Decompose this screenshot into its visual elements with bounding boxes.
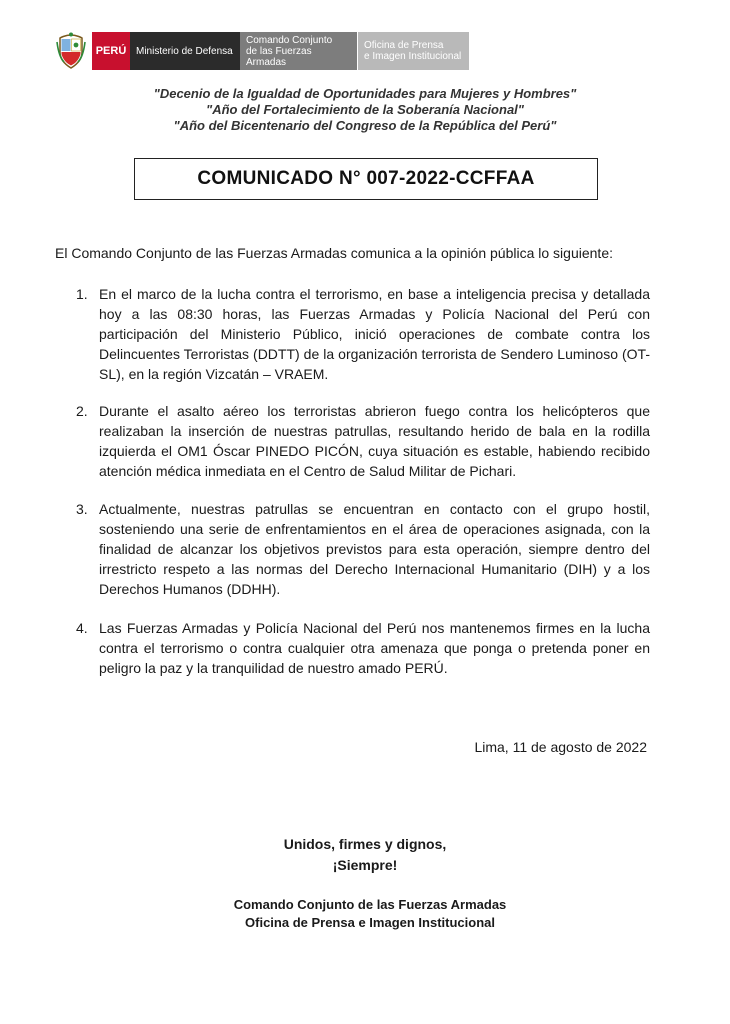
item-number: 4. <box>76 620 88 636</box>
office-label: Oficina de Prensa e Imagen Institucional <box>357 32 469 70</box>
motto-line: "Año del Bicentenario del Congreso de la República del Perú" <box>173 118 557 133</box>
signature-line: Comando Conjunto de las Fuerzas Armadas <box>233 897 507 912</box>
intro-paragraph: El Comando Conjunto de las Fuerzas Armadas comunica a la opinión pública lo siguiente: <box>55 245 613 261</box>
date-line: Lima, 11 de agosto de 2022 <box>474 739 647 755</box>
item-number: 1. <box>76 286 88 302</box>
item-text: Las Fuerzas Armadas y Policía Nacional del Perú nos mantenemos firmes en la lucha contra el terrorismo o contra cualquier otra amenaza que ponga o pretenda poner en peligro la paz y la tranquilidad de nuestro amado PERÚ. <box>99 620 650 676</box>
slogan-line: Unidos, firmes y dignos, <box>283 836 447 852</box>
list-item <box>76 618 650 678</box>
item-number: 3. <box>76 501 88 517</box>
item-text: Durante el asalto aéreo los terroristas abrieron fuego contra los helicópteros que realizaban la inserción de nuestras patrullas, resultando herido de bala en la rodilla izquierda el OM1 Óscar PINEDO PICÓN, cuya situación es estable, habiendo recibido atención médica inmediata en el Centro de Salud Militar de Pichari. <box>99 403 650 479</box>
year-mottos <box>0 86 730 134</box>
command-label: Comando Conjunto de las Fuerzas Armadas <box>240 32 357 70</box>
motto-line: "Decenio de la Igualdad de Oportunidades para Mujeres y Hombres" <box>153 86 577 101</box>
peru-label: PERÚ <box>92 32 130 70</box>
item-number: 2. <box>76 403 88 419</box>
communique-title: COMUNICADO N° 007-2022-CCFFAA <box>197 168 535 189</box>
letterhead <box>55 32 469 70</box>
slogan-line: ¡Siempre! <box>332 857 398 873</box>
signature-line: Oficina de Prensa e Imagen Institucional <box>245 915 495 930</box>
communique-title-box <box>134 158 598 200</box>
list-item <box>76 284 650 384</box>
item-text: Actualmente, nuestras patrullas se encuentran en contacto con el grupo hostil, sosteniendo una serie de enfrentamientos en el área de operaciones asignada, con la finalidad de alcanzar los objetivos previstos para esta operación, siempre dentro del irrestricto respeto a las normas del Derecho Internacional Humanitario (DIH) y a los Derechos Humanos (DDHH). <box>99 501 650 597</box>
list-item <box>76 401 650 481</box>
motto-line: "Año del Fortalecimiento de la Soberanía Nacional" <box>206 102 524 117</box>
ministry-label: Ministerio de Defensa <box>130 32 240 70</box>
coat-of-arms-icon <box>55 32 87 70</box>
list-item <box>76 499 650 599</box>
item-text: En el marco de la lucha contra el terrorismo, en base a inteligencia precisa y detallada hoy a las 08:30 horas, las Fuerzas Armadas y Policía Nacional del Perú con participación del Ministerio Público, inició operaciones de combate contra los Delincuentes Terroristas (DDTT) de la organización terrorista de Sendero Luminoso (OT-SL), en la región Vizcatán – VRAEM. <box>99 286 650 382</box>
